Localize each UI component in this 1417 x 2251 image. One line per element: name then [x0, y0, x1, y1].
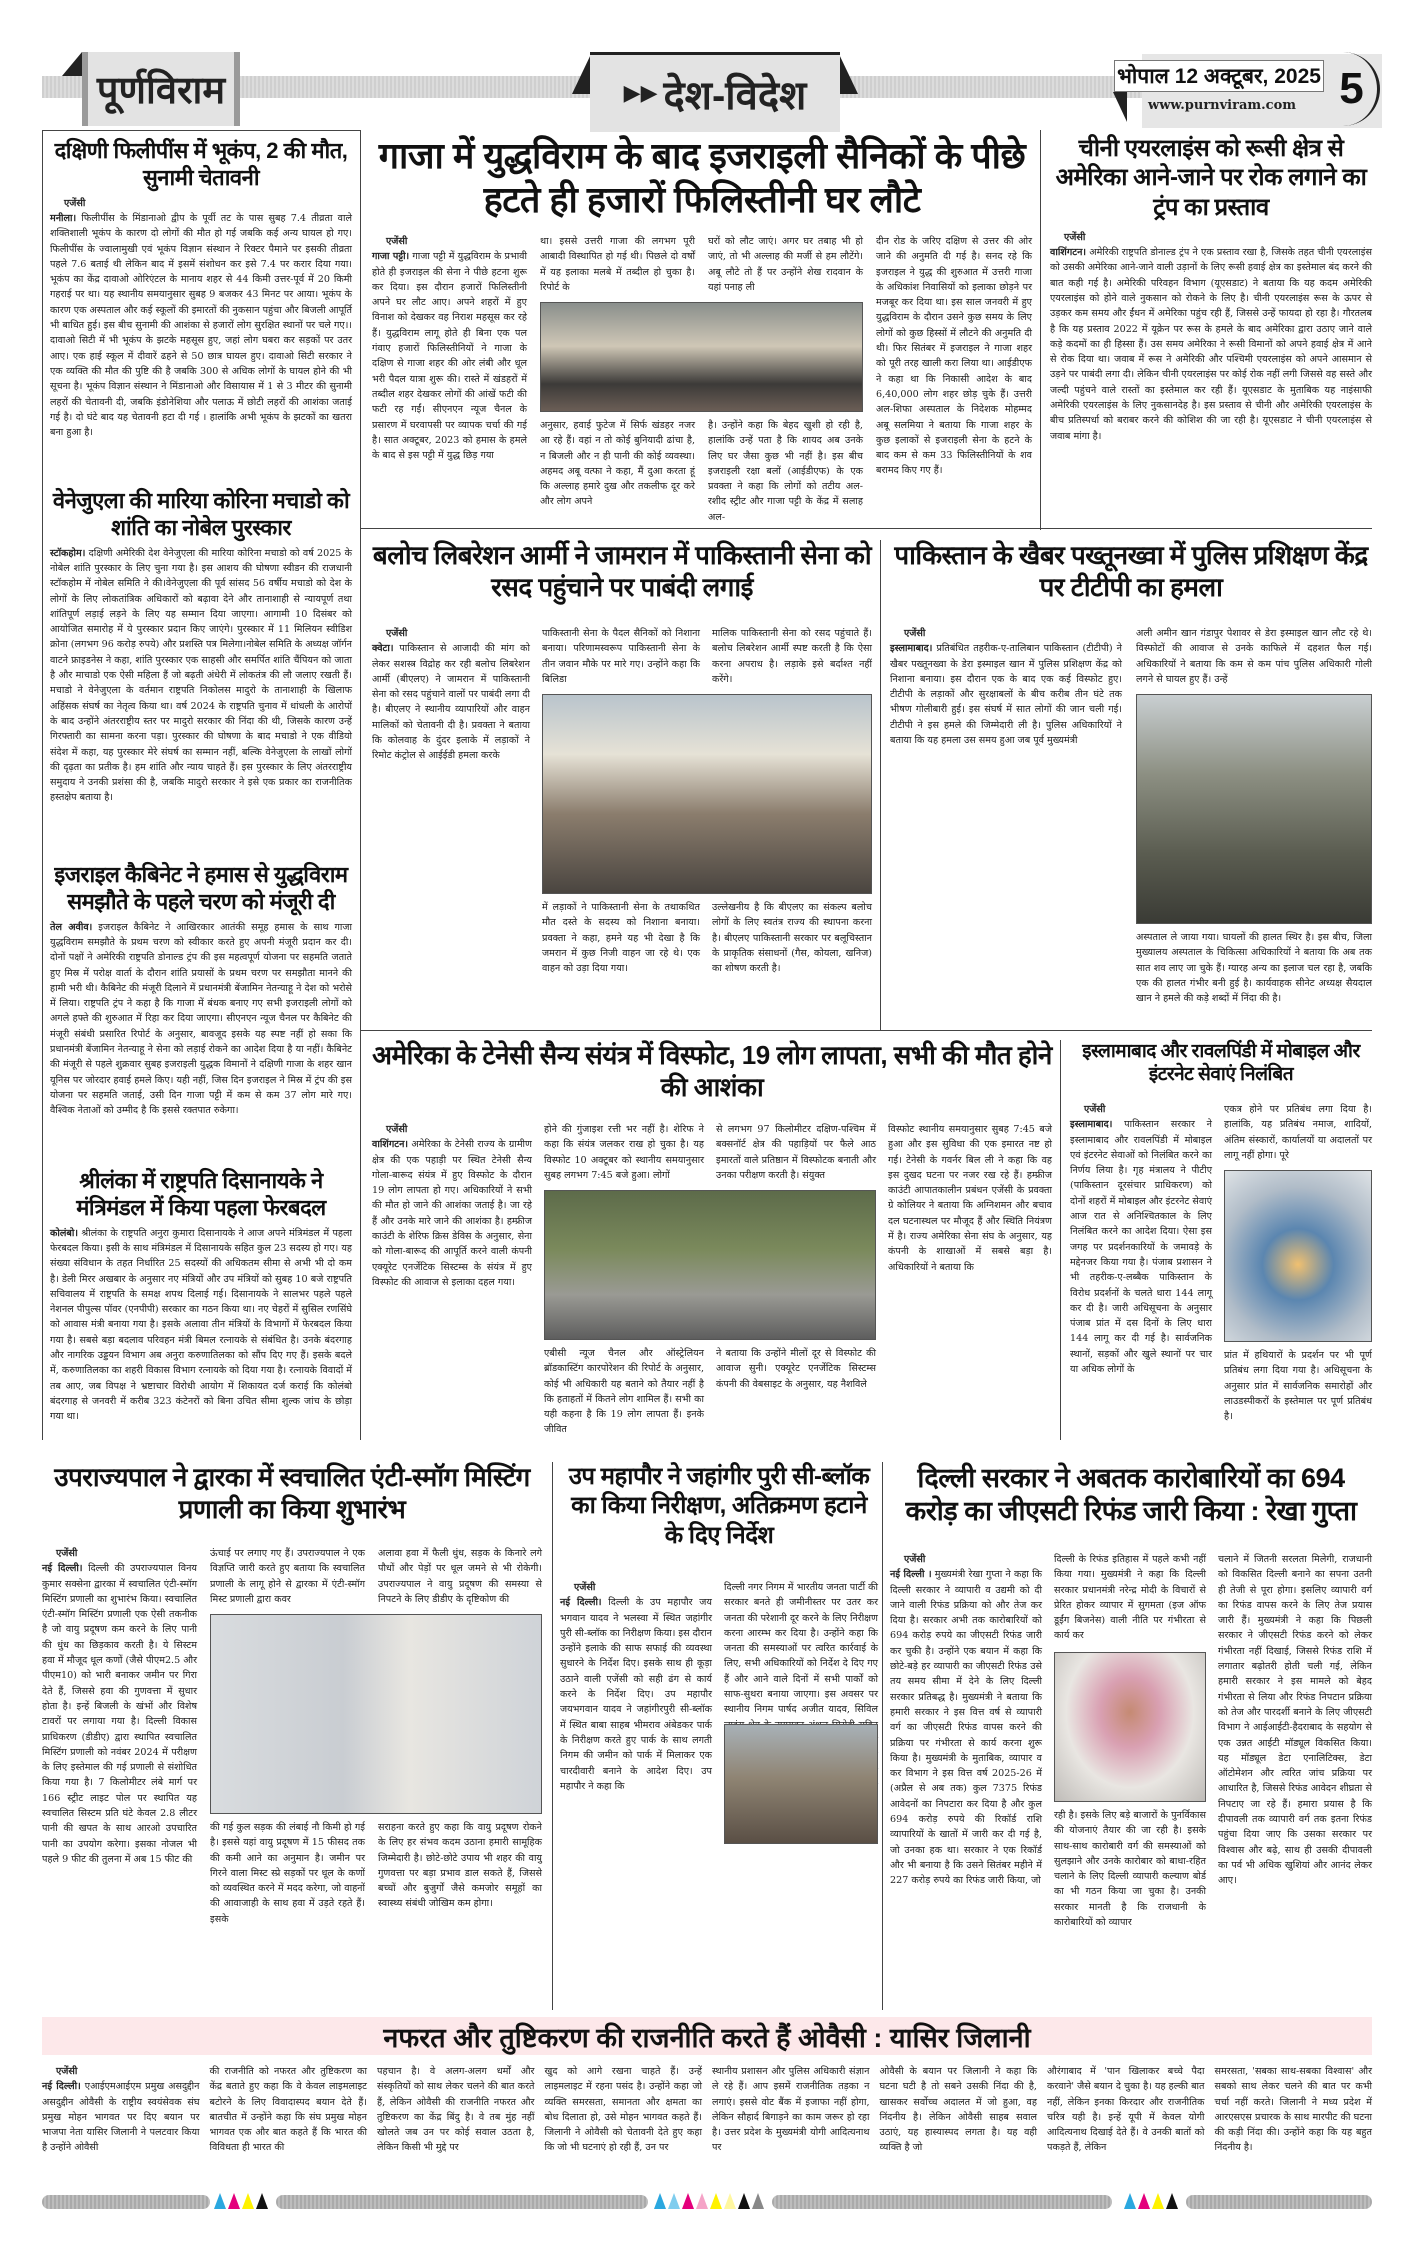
dateline: नई दिल्ली । — [890, 1569, 932, 1581]
row-divider — [360, 1030, 1372, 1031]
page-number-text: 5 — [1339, 64, 1364, 113]
body-text: यूएसडाट के मुताबिक यह नाइंसाफी अमेरिकी एयरलाइंस के लिए नुकसानदेह है। इस प्रस्ताव से चीनी और अमेरिकी एयरलाइंस के बीच प्रतिस्पर्धा को बराबर करने की कोशिश की जा रही है। यूएसडाट ने चीनी एयरलाइंस से जवाब मांगा है। — [1050, 384, 1372, 442]
magenta-mark-icon — [228, 2193, 240, 2209]
article-column — [372, 234, 527, 519]
article-column — [1070, 1102, 1212, 1437]
article-body — [50, 196, 352, 464]
article-column: एबीसी न्यूज चैनल और ऑस्ट्रेलियन ब्रॉडकास्टिंग कारपोरेशन की रिपोर्ट के अनुसार, कोई भी अधिकारी यह बताने को तैयार नहीं है कि हताहतों में कितने लोग शामिल हैं। सभी का यही कहना है कि 19 लोग लापता हैं। इनके जीवित — [544, 1348, 704, 1436]
article-column: दिल्ली नगर निगम में भारतीय जनता पार्टी की सरकार बनते ही जमीनीस्तर पर उतर कर जनता की परेशानी दूर करने के लिए निरीक्षण करना आरम्भ कर दिया है। उन्होंने कहा कि जनता की समस्याओं पर त्वरित कार्रवाई के लिए, सभी अधिकारियों को निर्देश दे दिए गए हैं और आने वाले दिनों में सभी पार्कों को साफ-सुथरा बनाया जाएगा। इस अवसर पर स्थानीय निगम पार्षद अजीत यादव, सिविल — [724, 1582, 878, 1716]
article-column: होने की गुंजाइश रत्ती भर नहीं है। शेरिफ ने कहा कि संयंत्र जलकर राख हो चुका है। यह विस्फोट 10 अक्टूबर को स्थानीय समयानुसार सुबह लगभग 7:45 बजे हुआ। लोगों — [544, 1124, 704, 1181]
dateline: नई दिल्ली। — [42, 1563, 83, 1575]
article-column: अली अमीन खान गंडापुर पेशावर से डेरा इस्माइल खान लौट रहे थे। विस्फोटों की आवाज से उनके काफिले में दहशत फैल गई। अधिकारियों ने बताया कि कम से कम पांच पुलिस अधिकारी गोली लगने से घायल हुए हैं। उन्हें — [1136, 628, 1372, 685]
article-column — [42, 2064, 200, 2186]
misting-controller-photo — [210, 1614, 542, 1814]
article-column: औरंगाबाद में 'पान खिलाकर बच्चे पैदा करवाने' जैसे बयान दे चुका है। यह हल्की बात नहीं, लेकिन इनका किरदार और राजनीतिक चरित्र यही है। इन्हें यूपी में केवल योगी आदित्यनाथ दिखाई देते हैं। वे उनकी बातों को पकड़ते हैं, लेकिन — [1047, 2066, 1205, 2154]
headline[interactable]: गाजा में युद्धविराम के बाद इजराइली सैनिकों के पीछे हटते ही हजारों फिलिस्तीनी घर लौटे — [378, 135, 1026, 220]
article-owaisi — [42, 2064, 1372, 2188]
article-column: समरसता, 'सबका साथ-सबका विश्वास' और सबको साथ लेकर चलने की बात पर कभी चर्चा नहीं करते। जिलानी ने मध्य प्रदेश में आरएसएस प्रचारक के साथ मारपीट की घटना की कड़ी निंदा की। उन्होंने कहा कि यह बहुत निंदनीय है। — [1214, 2066, 1372, 2154]
black-mark-icon — [256, 2193, 268, 2209]
section-name: देश-विदेश — [663, 74, 807, 118]
agency-byline: एजेंसी — [904, 1554, 926, 1565]
article-column — [560, 1580, 712, 2006]
agency-byline: एजेंसी — [1064, 231, 1086, 243]
headline[interactable]: अमेरिका के टेनेसी सैन्य संयंत्र में विस्फोट, 19 लोग लापता, सभी की मौत होने की आशंका — [372, 1040, 1052, 1102]
headline[interactable]: पाकिस्तान के खैबर पख्तूनख्वा में पुलिस प्रशिक्षण केंद्र पर टीटीपी का हमला — [894, 540, 1368, 602]
black-mark-icon — [1166, 2193, 1178, 2209]
footer-bar — [772, 2195, 1112, 2209]
cyan-mark-icon — [1124, 2193, 1136, 2209]
section-corner-left — [572, 52, 592, 94]
article-column: प्रांत में हथियारों के प्रदर्शन पर भी पूर्ण प्रतिबंध लगा दिया गया है। अधिसूचना के अनुसार प्रांत में सार्वजनिक समारोहों और लाउडस्पीकरों के इस्तेमाल पर पूर्ण प्रतिबंध है। — [1224, 1350, 1372, 1423]
agency-byline: एजेंसी — [56, 2066, 78, 2077]
body-text: दक्षिणी अमेरिकी देश वेनेजुएला की मारिया कोरिना मचाडो को वर्ष 2025 के नोबेल शांति पुरस्कार के लिए चुना गया है। इस आशय की घोषणा स्वीडन की राजधानी स्टॉकहोम में नोबेल समिति ने की।वेनेजुएला की पूर्व सांसद 56 वर्षीय मचाडो को देश के लोगों के लिए लोकतांत्रिक अधिकारों को बढ़ावा देने और तानाशाही से न्यायपूर्ण तथा शांतिपूर्ण लड़ाई लड़ने के लिए यह सम्मान दिया जाएगा। आगामी 10 दिसंबर को आयोजित समारोह में ये पुरस्कार प्रदान किए जाएंगे। पुरस्कार में 11 मिलियन स्वीडिश क्रोना (लगभग 96 करोड़ रुपये) और प्रशस्ति पत्र मिलेगा।नोबेल समिति के अध्यक्ष जॉर्गन वाटने फ्राइडनेस ने कहा, शांति पुरस्कार एक साहसी और समर्पित शांति चैंपियन को जाता है और माचाडो एक ऐसी महिला हैं जो बढ़ती अंधेरी में लोकतंत्र की लौ जलाए रखती हैं। मचाडो ने वेनेजुएला के वर्तमान राष्ट्रपति निकोलस मादुरो के तानाशाही के खिलाफ अहिंसक संघर्ष का नेतृत्व किया था। वर्ष 2024 के राष्ट्रपति चुनाव में धांधली के आरोपों के बाद उन्होंने अंतरराष्ट्रीय स्तर पर मादुरो सरकार की निंदा की थी, जिसके कारण उन्हें गिरफ्तारी का सामना करना पड़ा। पुरस्कार की घोषणा के बाद मचाडो ने एक वीडियो संदेश में कहा, यह पुरस्कार मेरे संघर्ष का सम्मान नहीं, बल्कि वेनेजुएला के लाखों लोगों की दृढ़ता का प्रतीक है। हम शांति और न्याय चाहते हैं। इस पुरस्कार के लिए अंतरराष्ट्रीय समुदाय ने उनकी प्रशंसा की है, जबकि मादुरो सरकार ने इसे एक प्रकार का राजनीतिक हस्तक्षेप बताया है। — [50, 547, 352, 804]
article-column: की गई कुल सड़क की लंबाई नौ किमी हो गई है। इससे यहां वायु प्रदूषण में 15 फीसद तक की कमी आने का अनुमान है। जमीन पर गिरने वाला मिस्ट स्प्रे सड़कों पर धूल के कणों को व्यवस्थित करने में मदद करेगा, जो वाहनों की आवाजाही के साथ हवा में उड़ते रहते हैं। इसके — [210, 1822, 365, 1925]
column-divider — [1040, 130, 1041, 530]
article-column: ऊंचाई पर लगाए गए हैं। उपराज्यपाल ने एक विज्ञप्ति जारी करते हुए बताया कि स्वचालित प्रणाली के लागू होने से द्वारका में एंटी-स्मॉग मिस्ट प्रणाली द्वारा कवर — [210, 1548, 365, 1605]
logo-corner-decoration — [62, 52, 82, 76]
website-link[interactable]: www.purnviram.com — [1148, 98, 1297, 113]
article-column: एकत्र होने पर प्रतिबंध लगा दिया है। हालांकि, यह प्रतिबंध नमाज, शादियों, अंतिम संस्कारों, कार्यालयों या अदालतों पर लागू नहीं होगा। पूरे — [1224, 1104, 1372, 1161]
footer-bar — [276, 2195, 648, 2209]
agency-byline: एजेंसी — [386, 1124, 408, 1135]
agency-byline: एजेंसी — [56, 1548, 78, 1559]
dateline: मनीला। — [50, 212, 77, 224]
yellow-mark-icon — [1152, 2193, 1164, 2209]
article-china-airlines — [1050, 134, 1372, 526]
headline[interactable]: वेनेजुएला की मारिया कोरिना मचाडो को शांति का नोबेल पुरस्कार — [52, 488, 350, 540]
headline[interactable]: चीनी एयरलाइंस को रूसी क्षेत्र से अमेरिका आने-जाने पर रोक लगाने का ट्रंप का प्रस्ताव — [1055, 135, 1367, 221]
dateline: स्टॉकहोम। — [50, 547, 86, 559]
date-corner-decoration — [1113, 92, 1127, 122]
body-text: अमेरिकी राष्ट्रपति डोनाल्ड ट्रंप ने एक प्रस्ताव रखा है, जिसके तहत चीनी एयरलाइंस को उसकी अमेरिका आने-जाने वाली उड़ानों के लिए रूसी हवाई क्षेत्र का इस्तेमाल बंद करने की बात कही गई है। अमेरिकी परिवहन विभाग (यूएसडाट) ने बताया कि यह कदम अमेरिकी एयरलाइंस को होने वाले नुकसान को रोकने के लिए है। चीनी एयरलाइंस रूस के ऊपर से उड़कर कम समय और ईंधन में अमेरिका पहुंच रही हैं, जिससे उन्हें फायदा हो रहा है। गौरतलब है कि यह प्रस्ताव 2022 में यूक्रेन पर रूस के हमले के बाद अमेरिका द्वारा उठाए जाने वाले कड़े कदमों का ही हिस्सा हैं। उस समय अमेरिका ने रूसी विमानों को अपने हवाई क्षेत्र में आने से रोक दिया था। जवाब में रूस ने अमेरिकी और पश्चिमी एयरलाइंस को अपने आसमान से उड़ने पर पाबंदी लगा दी। लेकिन चीनी एयरलाइंस पर कोई रोक नहीं लगी जिससे वह सस्ते और जल्दी पहुंचने वाले रास्तों का इस्तेमाल कर रही हैं। — [1050, 247, 1372, 396]
article-column: रही है। इसके लिए बड़े बाजारों के पुनर्विकास की योजनाएं तैयार की जा रही है। इसके साथ-साथ कारोबारी वर्ग की समस्याओं को सुलझाने और उनके कारोबार को बाधा-रहित चलाने के लिए दिल्ली व्यापारी कल्याण बोर्ड का भी गठन किया जा चुका है। उनकी सरकार मानती है कि राजधानी के कारोबारियों को व्यापार — [1054, 1810, 1206, 1929]
inspection-photo — [724, 1724, 878, 1844]
jamran-town-photo — [542, 694, 872, 894]
headline[interactable]: बलोच लिबरेशन आर्मी ने जामरान में पाकिस्तानी सेना को रसद पहुंचाने पर पाबंदी लगाई — [372, 540, 872, 602]
article-column — [890, 626, 1122, 1021]
body-text: दिल्ली के उप महापौर जय भगवान यादव ने भलस्वा में स्थित जहांगीर पुरी सी-ब्लॉक का निरीक्षण किया। इस दौरान उन्होंने इलाके की साफ सफाई की व्यवस्था सुधारने के निर्देश दिए। इसके साथ ही कूड़ा उठाने वाली एजेंसी को सही ढंग से कार्य करने के निर्देश दिए। उप महापौर जयभगवान यादव ने जहांगीरपुरी सी-ब्लॉक में स्थित बाबा साहब भीमराव अंबेडकर पार्क के निरीक्षण करते हुए पार्क के साथ लगती निगम की जमीन को पार्क में मिलाकर एक चारदीवारी बनाने के आदेश दिए। उप महापौर ने कहा कि — [560, 1597, 712, 1792]
print-registration-marks — [654, 2193, 764, 2209]
article-column: में लड़ाकों ने पाकिस्तानी सेना के तथाकथित मौत दस्ते के सदस्य को निशाना बनाया। प्रवक्ता ने कहा, हमने यह भी देखा है कि जमरान में कुछ निजी वाहन जा रहे थे। एक वाहन को उड़ा दिया गया। — [542, 902, 700, 975]
article-kp-attack — [890, 540, 1372, 1025]
dateline: वाशिंगटन। — [1050, 247, 1087, 259]
headline[interactable]: दक्षिणी फिलीपींस में भूकंप, 2 की मौत, सुनामी चेतावनी — [54, 138, 348, 190]
section-title — [590, 52, 840, 132]
article-column — [890, 1552, 1042, 2006]
column-divider — [882, 1462, 883, 2010]
dateline: गाजा पट्टी। — [372, 251, 410, 263]
left-border — [42, 130, 43, 1440]
article-column: उल्लेखनीय है कि बीएलए का संकल्प बलोच लोगों के लिए स्वतंत्र राज्य की स्थापना करना है। बीएलए पाकिस्तानी सरकार पर बलूचिस्तान के प्राकृतिक संसाधनों (गैस, कोयला, खनिज) का शोषण करती है। — [712, 902, 872, 975]
column-divider — [360, 130, 361, 1440]
article-column: से लगभग 97 किलोमीटर दक्षिण-पश्चिम में बक्सनॉर्ट क्षेत्र की पहाड़ियों पर फैले आठ इमारतों वाले प्रतिष्ठान में विस्फोटक बनाती और उनका परीक्षण करती है। संयुक्त — [716, 1124, 876, 1181]
black-mark-icon — [738, 2193, 750, 2209]
body-text: प्रतिबंधित तहरीक-ए-तालिबान पाकिस्तान (टीटीपी) ने खैबर पख्तूनख्वा के डेरा इस्माइल खान में पुलिस प्रशिक्षण केंद्र को निशाना बनाया। इस दौरान एक के बाद एक कई विस्फोट हुए। टीटीपी के लड़ाकों और सुरक्षाबलों के बीच करीब तीन घंटे तक भीषण गोलीबारी हुई। इस संघर्ष में सात लोगों की जान चली गई। टीटीपी ने इस हमले की जिम्मेदारी ली है। पुलिस अधिकारियों ने बताया कि यह हमला उस समय हुआ जब पूर्व मुख्यमंत्री — [890, 643, 1122, 747]
article-column: अनुसार, हवाई फुटेज में सिर्फ खंडहर नजर आ रहे हैं। वहां न तो कोई बुनियादी ढांचा है, न बिजली और न ही पानी की कोई व्यवस्था। अहमद अबू वत्फा ने कहा, मैं दुआ करता हूं कि अल्लाह हमारे दुख और तकलीफ दूर करे और लोग अपने — [540, 420, 695, 508]
headline[interactable]: इस्लामाबाद और रावलपिंडी में मोबाइल और इंटरनेट सेवाएं निलंबित — [1082, 1041, 1360, 1086]
body-text: पाकिस्तान सरकार ने इस्लामाबाद और रावलपिंडी में मोबाइल एवं इंटरनेट सेवाओं को निलंबित करने का निर्णय लिया है। गृह मंत्रालय ने पीटीए (पाकिस्तान दूरसंचार प्राधिकरण) को दोनों शहरों में मोबाइल और इंटरनेट सेवाएं आज रात से अनिश्चितकाल के लिए निलंबित करने का आदेश दिया। ऐसा इस जगह पर प्रदर्शनकारियों के जमावड़े के मद्देनजर किया गया है। पंजाब प्रशासन ने भी तहरीक-ए-लब्बैक पाकिस्तान के विरोध प्रदर्शनों के चलते धारा 144 लागू कर दी है। जारी अधिसूचना के अनुसार पंजाब प्रांत में दस दिनों के लिए धारा 144 लागू कर दी गई है। सार्वजनिक स्थानों, सड़कों और खुले स्थानों पर चार या अधिक लोगों के — [1070, 1119, 1212, 1376]
article-antismog — [42, 1462, 542, 2010]
article-column: स्थानीय प्रशासन और पुलिस अधिकारी संज्ञान ले रहे हैं। आप इसमें राजनीतिक तड़का न लगाएं। इससे वोट बैंक में इजाफा नहीं होगा, लेकिन सौहार्द बिगाड़ने का काम जरूर हो रहा है। उत्तर प्रदेश के मुख्यमंत्री योगी आदित्यनाथ पर — [712, 2066, 870, 2154]
yellow-mark-icon — [710, 2193, 722, 2209]
article-body — [1050, 230, 1372, 510]
body-text: इजराइल कैबिनेट ने आखिरकार आतंकी समूह हमास के साथ गाजा युद्धविराम समझौते के प्रथम चरण को स्वीकार करते हुए अपनी मंजूरी प्रदान कर दी। दोनों पक्षों ने अमेरिकी राष्ट्रपति डोनाल्ड ट्रंप की इस महत्वपूर्ण योजना पर सहमति जताते हुए मिस्र में परोक्ष वार्ता के दौरान शांति प्रयासों के प्रथम चरण पर समझौता मानने की हामी भरी थी। कैबिनेट की मंजूरी दिलाने में प्रधानमंत्री बेंजामिन नेतन्याहू ने देश को भरोसे में लिया। राष्ट्रपति ट्रंप ने कहा है कि गाजा में बंधक बनाए गए सभी इजराइली लोगों को अगले हफ्ते की शुरुआत में रिहा कर दिया जाएगा। सीएनएन न्यूज चैनल पर कैबिनेट की मंजूरी संबंधी प्रसारित रिपोर्ट के अनुसार, बावजूद इसके यह स्पष्ट नहीं हो सका कि प्रधानमंत्री बेंजामिन नेतन्याहू ने सेना को लड़ाई रोकने का आदेश दिया है या नहीं। कैबिनेट की मंजूरी से पहले शुक्रवार सुबह इजराइली युद्धक विमानों ने दक्षिणी गाजा के शहर खान यूनिस पर जोरदार हवाई हमले किए। यही नहीं, जिस दिन इजराइल ने मिस्र में ट्रंप की इस योजना पर सहमति जताई, उसी दिन गाजा पट्टी में कम से कम 37 लोग मारे गए। वैश्विक नेताओं को उम्मीद है कि इससे रक्तपात रुकेगा। — [50, 921, 352, 1117]
logo-text: पूर्णविराम — [96, 70, 226, 112]
agency-byline: एजेंसी — [574, 1582, 596, 1593]
article-column: की राजनीति को नफरत और तुष्टिकरण का केंद्र बताते हुए कहा कि वे केवल लाइमलाइट बटोरने के लिए विवादास्पद बयान देते हैं। बातचीत में उन्होंने कहा कि संघ प्रमुख मोहन भागवत एक और बात कहते हैं कि भारत की विविधता ही भारत की — [209, 2066, 367, 2154]
cyan-mark-icon — [654, 2193, 666, 2209]
body-text: अमेरिका के टेनेसी राज्य के ग्रामीण क्षेत्र की एक पहाड़ी पर स्थित टेनेसी सैन्य गोला-बारूद संयंत्र में हुए विस्फोट के दौरान 19 लोग लापता हो गए। अधिकारियों ने सभी की मौत हो जाने की आशंका जताई है। जा रहे हैं और उनके मारे जाने की आशंका है। हम्फ्रीज काउंटी के शेरिफ क्रिस डेविस के अनुसार, सेना को गोला-बारूद की आपूर्ति करने वाली कंपनी एक्यूरेट एनर्जेटिक सिस्टम्स के संयंत्र में हुए विस्फोट की आवाज से इलाका दहल गया। — [372, 1139, 532, 1288]
body-text: फिलीपींस के मिंडानाओ द्वीप के पूर्वी तट के पास सुबह 7.4 तीव्रता वाले शक्तिशाली भूकंप के कारण दो लोगों की मौत हो गई जबकि कई अन्य घायल हो गए। फिलीपींस के ज्वालामुखी एवं भूकंप विज्ञान संस्थान ने रिक्टर पैमाने पर इसकी तीव्रता पहले 7.6 बताई थी लेकिन बाद में इसमें संशोधन कर इसे 7.4 पर करार दिया गया। भूकंप का केंद्र दावाओ ओरिएंटल के मानाय शहर से 44 किमी उत्तर-पूर्व में 20 किमी गहराई पर था। यह स्थानीय समयानुसार सुबह 9 बजकर 43 मिनट पर आया। भूकंप के कारण एक अस्पताल और कई स्कूलों की इमारतों की नुकसान पहुंचा और बिजली आपूर्ति भी बाधित हुई। इस बीच सुनामी की आशंका से हजारों लोग सुरक्षित स्थानों पर चले गए।। दावाओ सिटी में भी भूकंप के झटके महसूस हुए, जहां लोग घबरा कर सड़कों पर उतर आए। एक हाई स्कूल में दीवारें ढहने से 50 छात्र घायल हुए। दावाओ सिटी सरकार ने एक व्यक्ति की मौत की पुष्टि की है जबकि 300 से अधिक लोगों के घायल होने की भी सूचना है। भूकंप विज्ञान संस्थान ने मिंडानाओ और विसायास में 1 से 3 मीटर की सुनामी लहरों की चेतावनी दी, जबकि इंडोनेशिया और पलाऊ में छोटी लहरों की आशंका जताई गई है। दो घंटे बाद यह चेतावनी हटा दी गई । हालांकि अभी भूकंप के झटकों का खतरा बना हुआ है। — [50, 212, 352, 439]
light-yellow-mark-icon — [724, 2193, 736, 2209]
headline[interactable]: उप महापौर ने जहांगीर पुरी सी-ब्लॉक का किया निरीक्षण, अतिक्रमण हटाने के दिए निर्देश — [568, 1463, 870, 1549]
body-text: गाजा पट्टी में युद्धविराम के प्रभावी होते ही इजराइल की सेना ने पीछे हटना शुरू कर दिया। इस दौरान हजारों फिलिस्तीनी अपने घर लौट आए। अपने शहरों में हुए विनाश को देखकर वह निराश महसूस कर रहे हैं। युद्धविराम लागू होते ही बिना एक पल गंवाए हजारों फिलिस्तीनियों ने गाजा के दक्षिण से गाजा शहर की ओर लंबी और धूल भरी पैदल यात्रा शुरू की। रास्ते में खंडहरों में तब्दील शहर देखकर लोगों की आंखें फटी की फटी रह गईं। सीएनएन न्यूज चैनल के प्रसारण में घरवापसी पर व्यापक चर्चा की गई है। सात अक्टूबर, 2023 को हमास के हमले के बाद से इस पट्टी में युद्ध छिड़ गया — [372, 251, 527, 462]
article-column: ने बताया कि उन्होंने मीलों दूर से विस्फोट की आवाज सुनी। एक्यूरेट एनर्जेटिक सिस्टम्स कंपनी की वेबसाइट के अनुसार, यह नैशविले — [716, 1348, 876, 1390]
light-magenta-mark-icon — [696, 2193, 708, 2209]
article-column: ओवैसी के बयान पर जिलानी ने कहा कि घटना घटी है तो सबने उसकी निंदा की है, खासकर सर्वोच्च अदालत में जो हुआ, वह निंदनीय है। लेकिन ओवैसी साहब सवाल उठाएं, यह हास्यास्पद लगता है। यह वही व्यक्ति है जो — [879, 2066, 1037, 2154]
headline[interactable]: श्रीलंका में राष्ट्रपति दिसानायके ने मंत्रिमंडल में किया पहला फेरबदल — [76, 1168, 326, 1220]
magenta-mark-icon — [1138, 2193, 1150, 2209]
agency-byline: एजेंसी — [386, 236, 408, 247]
magenta-mark-icon — [682, 2193, 694, 2209]
dateline: क्वेटा। — [372, 643, 394, 655]
article-column: पहचान है। वे अलग-अलग धर्मों और संस्कृतियों को साथ लेकर चलने की बात करते हैं, लेकिन ओवैसी की राजनीति नफरत और तुष्टिकरण का केंद्र बिंदु है। वे तब मुंह नहीं खोलते जब उन पर कोई सवाल उठता है, लेकिन किसी भी मुद्दे पर — [377, 2066, 535, 2154]
body-text: दिल्ली की उपराज्यपाल विनय कुमार सक्सेना द्वारका में स्वचालित एंटी-स्मॉग मिस्टिंग प्रणाली का शुभारंभ किया। स्वचालित एंटी-स्मॉग मिस्टिंग प्रणाली एक ऐसी तकनीक है जो वायु प्रदूषण कम करने के लिए पानी की धुंध का छिड़काव करती है। ये सिस्टम हवा में मौजूद धूल कणों (जैसे पीएम2.5 और पीएम10) को भारी बनाकर जमीन पर गिरा देते हैं, जिससे हवा की गुणवत्ता में सुधार होता है। इन्हें बिजली के खंभों और विशेष टावरों पर लगाया गया है। दिल्ली विकास प्राधिकरण (डीडीए) द्वारा स्थापित स्वचालित मिस्टिंग प्रणाली को नवंबर 2024 में परीक्षण के लिए इस्तेमाल की गई प्रणाली से संशोधित किया गया है। 7 किलोमीटर लंबे मार्ग पर 166 स्ट्रीट लाइट पोल पर स्थापित यह स्वचालित सिस्टम प्रति घंटे केवल 2.8 लीटर पानी की खपत के साथ आरओ उपचारित पानी का उपयोग करेगा। इसका नोजल भी पहले 9 फीट की तुलना में अब 15 फीट की — [42, 1563, 197, 1865]
article-column: घरों को लौट जाएं। अगर घर तबाह भी हो जाएं, तो भी अल्लाह की मर्जी से हम लौटेंगे। अबू लौटे तो हैं पर उन्होंने शेख रादवान के यहां पनाह ली — [708, 236, 863, 293]
article-body — [50, 546, 352, 836]
body-text: मुख्यमंत्री रेखा गुप्ता ने कहा कि दिल्ली सरकार ने व्यापारी व उद्यमी को दी जाने वाली रिफंड प्रक्रिया को और तेज कर दिया है। सरकार अभी तक कारोबारियों को 694 करोड़ रुपये का जीएसटी रिफंड जारी कर चुकी है। उन्होंने एक बयान में कहा कि छोटे-बड़े हर व्यापारी का जीएसटी रिफंड उसे तय समय सीमा में देने के लिए दिल्ली सरकार प्रतिबद्ध है। मुख्यमंत्री ने बताया कि हमारी सरकार ने इस वित्त वर्ष से व्यापारी वर्ग का जीएसटी रिफंड वापस करने की प्रक्रिया पर गंभीरता से कार्य करना शुरू किया है। मुख्यमंत्री के मुताबिक, व्यापार व कर विभाग ने इस वित्त वर्ष 2025-26 में (अप्रैल से अब तक) कुल 7375 रिफंड आवेदनों का निपटारा कर दिया है और कुल 694 करोड़ रुपये की रिकॉर्ड राशि व्यापारियों के खातों में जारी कर दी गई है, जो उनका हक था। सरकार ने एक रिकॉर्ड और भी बनाया है कि उसने सितंबर महीने में 227 करोड़ रुपये का रिफंड जारी किया, जो — [890, 1569, 1042, 1887]
article-jahangirpuri — [560, 1462, 878, 2010]
light-cyan-mark-icon — [668, 2193, 680, 2209]
gaza-crowd-photo — [540, 302, 863, 412]
article-column: पाकिस्तानी सेना के पैदल सैनिकों को निशाना बनाया। परिणामस्वरूप पाकिस्तानी सेना के तीन जवान मौके पर मारे गए। उन्होंने कहा कि बिलिडा — [542, 628, 700, 685]
headline[interactable]: इजराइल कैबिनेट ने हमास से युद्धविराम समझौते के पहले चरण को मंजूरी दी — [54, 862, 348, 914]
article-column: दिल्ली के रिफंड इतिहास में पहले कभी नहीं किया गया। मुख्यमंत्री ने कहा कि दिल्ली सरकार प्रधानमंत्री नरेन्द्र मोदी के विचारों से प्रेरित होकर व्यापार में सुगमता (इज ऑफ डूईंग बिजनेस) वाली नीति पर गंभीरता से कार्य कर — [1054, 1554, 1206, 1642]
print-registration-marks — [214, 2193, 268, 2209]
article-column: अलावा हवा में फैली धुंध, सड़क के किनारे लगे पौधों और पेड़ों पर धूल जमने से भी रोकेगी। उपराज्यपाल ने वायु प्रदूषण की समस्या से निपटने के लिए डीडीए के दृष्टिकोण की — [378, 1548, 542, 1605]
rekha-gupta-photo — [1054, 1652, 1206, 1802]
dateline: कोलंबो। — [50, 1227, 78, 1239]
column-divider — [880, 540, 881, 1030]
column-divider — [1060, 1040, 1061, 1440]
body-text: श्रीलंका के राष्ट्रपति अनुरा कुमारा दिसानायके ने आज अपने मंत्रिमंडल में पहला फेरबदल किया। इसी के साथ मंत्रिमंडल में दिसानायके सहित कुल 23 सदस्य हो गए। यह संख्या संविधान के तहत निर्धारित 25 सदस्यों की अधिकतम सीमा से अभी भी दो कम है। डेली मिरर अखबार के अनुसार नए मंत्रियों और उप मंत्रियों को सुबह 10 बजे राष्ट्रपति सचिवालय में राष्ट्रपति के समक्ष शपथ दिलाई गई। दिसानायके ने सालभर पहले पहले नेशनल पीपुल्स पॉवर (एनपीपी) सरकार का गठन किया था। नए चेहरों में सुसिल रणसिंघे को आवास मंत्री बनाया गया है। इसके अलावा तीन मंत्रियों के विभागों में फेरबदल किया गया है। सबसे बड़ा बदलाव परिवहन मंत्री बिमल रत्नायके से संबंधित है। उनके बंदरगाह और नागरिक उड्डयन विभाग अब अनुरा करुणातिलका को सौंप दिए गए हैं। इसके बदले में, करुणातिलका का शहरी विकास विभाग रत्नायके को दिया गया है। रत्नायके विवादों में तब आए, जब विपक्ष ने भ्रष्टाचार विरोधी आयोग में शिकायत दर्ज कराई कि कोलंबो बंदरगाह से जनवरी में करीब 323 कंटेनरों को बिना उचित सीमा शुल्क जांच के छोड़ा गया था। — [50, 1227, 352, 1423]
police-soldier-photo — [1136, 694, 1372, 924]
headline[interactable]: दिल्ली सरकार ने अबतक कारोबारियों का 694 करोड़ का जीएसटी रिफंड जारी किया : रेखा गुप्ता — [905, 1463, 1357, 1526]
double-arrow-icon: ▶▶ — [623, 81, 658, 106]
article-column: था। इससे उत्तरी गाजा की लगभग पूरी आबादी विस्थापित हो गई थी। पिछले दो वर्षों में यह इलाका मलबे में तब्दील हो चुका है। रिपोर्ट के — [540, 236, 695, 293]
article-gaza — [372, 134, 1032, 524]
section-corner-right — [838, 52, 858, 94]
yellow-mark-icon — [242, 2193, 254, 2209]
body-text: पाकिस्तान से आजादी की मांग को लेकर सशस्त्र विद्रोह कर रही बलोच लिबरेशन आर्मी (बीएलए) ने जामरान में पाकिस्तानी सेना को रसद पहुंचाने वालों पर पाबंदी लगा दी है। बीएलए ने स्थानीय व्यापारियों और वाहन मालिकों को चेतावनी दी है। प्रवक्ता ने बताया कि कोलवाह के दुंदर इलाके में लड़ाकों ने रिमोट कंट्रोल से आईईडी हमला करके — [372, 643, 530, 762]
dateline: इस्लामाबाद। — [1070, 1119, 1113, 1131]
body-text: एआईएमआईएम प्रमुख असदुद्दीन असदुद्दीन ओवैसी के राष्ट्रीय स्वयंसेवक संघ प्रमुख मोहन भागवत पर दिए बयान पर भाजपा नेता यासिर जिलानी ने पलटवार किया है उन्होंने ओवैसी — [42, 2081, 200, 2154]
top-border-left — [42, 130, 360, 131]
article-column: खुद को आगे रखना चाहते हैं। उन्हें लाइमलाइट में रहना पसंद है। उन्होंने कहा जो व्यक्ति समरसता, समानता और क्षमता का बोध दिलाता हो, उसे मोहन भागवत कहते हैं। जिलानी ने ओवैसी को चेतावनी देते हुए कहा कि जो भी घटनाएं हो रही हैं, उन पर — [544, 2066, 702, 2154]
article-srilanka — [50, 1168, 352, 1422]
article-tennessee — [372, 1040, 1052, 1440]
police-vehicles-photo — [544, 1190, 876, 1340]
headline-banner — [42, 2017, 1372, 2055]
article-column — [42, 1546, 197, 2006]
article-column — [372, 1122, 532, 1437]
dateline: तेल अवीव। — [50, 921, 93, 933]
newspaper-logo[interactable] — [82, 52, 240, 126]
article-column: चलाने में जितनी सरलता मिलेगी, राजधानी को विकसित दिल्ली बनाने का सपना उतनी ही तेजी से पूरा होगा। इसलिए व्यापारी वर्ग का रिफंड वापस करने के लिए तेज प्रयास जारी हैं। मुख्यमंत्री ने कहा कि पिछली सरकार ने जीएसटी रिफंड करने को लेकर गंभीरता नहीं दिखाई, जिससे रिफंड राशि में लगातार बढ़ोतरी होती चली गई, लेकिन हमारी सरकार ने इस मामले को बेहद गंभीरता से लिया और रिफंड निपटान प्रक्रिया को तेज और पारदर्शी बनाने के लिए जीएसटी विभाग ने आईआईटी-हैदराबाद के सहयोग से एक उन्नत आईटी मॉड्यूल विकसित किया। यह मॉड्यूल डेटा एनालिटिक्स, डेटा ऑटोमेशन और त्वरित जांच प्रक्रिया पर आधारित है, जिससे रिफंड आवेदन शीघ्रता से निपटाए जा रहे हैं। हमारा प्रयास है कि दीपावली तक व्यापारी वर्ग तक इतना रिफंड पहुंचा दिया जाए कि उसका सरकार पर विश्वास और बढ़े, साथ ही उसकी दीपावली का पर्व भी अधिक खुशियां और आनंद लेकर आए। — [1218, 1554, 1372, 1887]
footer-bar — [1186, 2195, 1372, 2209]
article-body — [50, 1226, 352, 1422]
cyan-mark-icon — [214, 2193, 226, 2209]
article-nobel — [50, 488, 352, 836]
article-column: है। उन्होंने कहा कि बेहद खुशी हो रही है, हालांकि उन्हें पता है कि शायद अब उनके लिए घर जैसा कुछ भी नहीं है। इस बीच इजराइली रक्षा बलों (आईडीएफ) के एक प्रवक्ता ने कहा कि लोगों को तटीय अल-रशीद स्ट्रीट और गाजा पट्टी के केंद्र में सलाह अल- — [708, 420, 863, 523]
article-philippines — [50, 138, 352, 464]
column-divider — [552, 1462, 553, 2010]
agency-byline: एजेंसी — [386, 628, 408, 639]
article-islamabad-internet — [1070, 1040, 1372, 1440]
issue-date — [1114, 60, 1324, 92]
headline[interactable]: नफरत और तुष्टिकरण की राजनीति करते हैं ओवैसी : यासिर जिलानी — [383, 2022, 1031, 2053]
article-column: दीन रोड के जरिए दक्षिण से उत्तर की ओर जाने की अनुमति दी गई है। सनद रहे कि इजराइल ने युद्ध की शुरुआत में उत्तरी गाजा के अधिकांश निवासियों को इलाका छोड़ने पर मजबूर कर दिया था। इस साल जनवरी में हुए युद्धविराम के दौरान उसने कुछ समय के लिए लोगों को कुछ हिस्सों में लौटने की अनुमति दी थी। फिर सितंबर में इजराइल ने गाजा शहर को पूरी तरह खाली करा लिया था। आईडीएफ ने कहा था कि निकासी आदेश के बाद 6,40,000 लोग शहर छोड़ चुके हैं। उत्तरी अल-शिफा अस्पताल के निदेशक मोहम्मद अबू सलमिया ने बताया कि गाजा शहर के कुछ इलाकों से इजराइली सेना के हटने के बाद कम से कम 33 फिलिस्तीनियों के शव बरामद किए गए हैं। — [876, 236, 1032, 477]
devices-illustration-photo — [1224, 1170, 1372, 1342]
gray-mark-icon — [752, 2193, 764, 2209]
article-column: अस्पताल ले जाया गया। घायलों की हालत स्थिर है। इस बीच, जिला मुख्यालय अस्पताल के चिकित्सा अधिकारियों ने बताया कि अब तक सात शव लाए जा चुके हैं। ग्यारह अन्य का इलाज चल रहा है, जबकि एक की हालत गंभीर बनी हुई है। कार्यवाहक सीनेट अध्यक्ष सैयदाल खान ने हमले की कड़े शब्दों में निंदा की है। — [1136, 932, 1372, 1005]
agency-byline: एजेंसी — [64, 197, 86, 209]
agency-byline: एजेंसी — [904, 628, 926, 639]
article-baloch — [372, 540, 872, 1025]
dateline: नई दिल्ली। — [42, 2081, 81, 2093]
dateline: इस्लामाबाद। — [890, 643, 933, 655]
article-column: विस्फोट स्थानीय समयानुसार सुबह 7:45 बजे हुआ और इस सुविधा की एक इमारत नष्ट हो गई। टेनेसी के गवर्नर बिल ली ने कहा कि वह इस दुखद घटना पर नजर रख रहे हैं। हम्फ्रीज काउंटी आपातकालीन प्रबंधन एजेंसी के प्रवक्ता ग्रे कोलियर ने बताया कि अग्निशमन और बचाव दल घटनास्थल पर मौजूद हैं और स्थिति नियंत्रण में है। राज्य अमेरिका सेना संघ के अनुसार, यह कंपनी के शाखाओं में सबसे बड़ा है। अधिकारियों ने बताया कि — [888, 1124, 1052, 1273]
dateline: नई दिल्ली। — [560, 1597, 602, 1609]
article-delhi-gst — [890, 1462, 1372, 2010]
headline[interactable]: उपराज्यपाल ने द्वारका में स्वचालित एंटी-स्मॉग मिस्टिंग प्रणाली का किया शुभारंभ — [54, 1462, 530, 1524]
article-column: सराहना करते हुए कहा कि वायु प्रदूषण रोकने के लिए हर संभव कदम उठाना हमारी सामूहिक जिम्मेदारी है। छोटे-छोटे उपाय भी शहर की वायु गुणवत्ता पर बड़ा प्रभाव डाल सकते हैं, जिससे बच्चों और बुजुर्गों जैसे कमजोर समूहों का स्वास्थ्य संबंधी जोखिम कम होगा। — [378, 1822, 542, 1910]
dateline: वाशिंगटन। — [372, 1139, 409, 1151]
article-body — [50, 920, 352, 1136]
print-registration-marks — [1124, 2193, 1178, 2209]
agency-byline: एजेंसी — [1084, 1104, 1106, 1115]
article-israel-cabinet — [50, 862, 352, 1136]
footer-bar — [42, 2195, 210, 2209]
article-column: मालिक पाकिस्तानी सेना को रसद पहुंचाते हैं। बलोच लिबरेशन आर्मी स्पष्ट करती है कि ऐसा करना अपराध है। लड़ाके इसे बर्दाश्त नहीं करेंगे। — [712, 628, 872, 685]
row-divider — [360, 528, 1372, 529]
issue-date-text: भोपाल 12 अक्टूबर, 2025 — [1117, 65, 1321, 88]
article-column — [372, 626, 530, 1021]
